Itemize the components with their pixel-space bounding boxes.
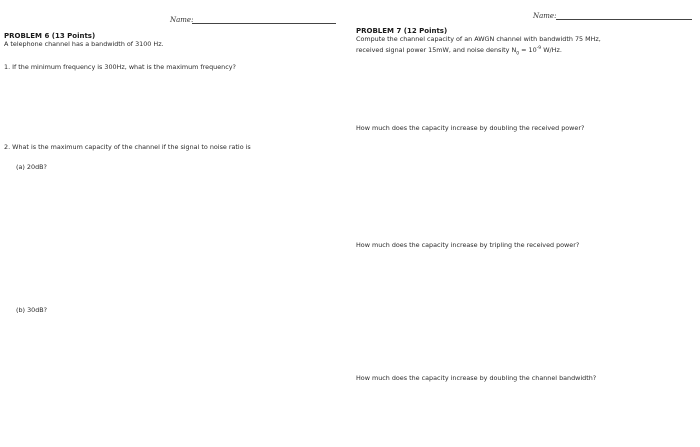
name-label-left: Name: [170,16,194,24]
problem-6-question-2: 2. What is the maximum capacity of the channel if the signal to noise ratio is [4,143,251,151]
problem-6-question-2a: (a) 20dB? [16,163,47,171]
name-line-left [192,23,336,24]
problem-6-question-2b: (b) 30dB? [16,306,48,314]
problem-6-intro: A telephone channel has a bandwidth of 3100 Hz. [4,40,164,48]
problem-7-intro-line-1: Compute the channel capacity of an AWGN channel with bandwidth 75 MHz, [356,35,601,43]
noise-density-subscript: 0 [516,51,520,57]
intro-line-2-unit: W/Hz. [541,46,562,55]
problem-7-question-a: How much does the capacity increase by doubling the received power? [356,124,585,132]
problem-7-question-b: How much does the capacity increase by tripling the received power? [356,241,580,249]
intro-line-2-text: received signal power 15mW, and noise density N [356,46,517,55]
problem-6-question-1: 1. If the minimum frequency is 300Hz, what is the maximum frequency? [4,63,236,71]
problem-6-title: PROBLEM 6 (13 Points) [4,32,96,40]
problem-7-title: PROBLEM 7 (12 Points) [356,27,448,35]
noise-density-exponent: -9 [536,46,542,51]
problem-7-question-c: How much does the capacity increase by doubling the channel bandwidth? [356,374,597,382]
name-label-right: Name: [533,12,557,20]
name-line-right [556,19,692,20]
intro-line-2-equals: = 10 [519,46,537,55]
problem-7-intro-line-2 [356,44,562,58]
